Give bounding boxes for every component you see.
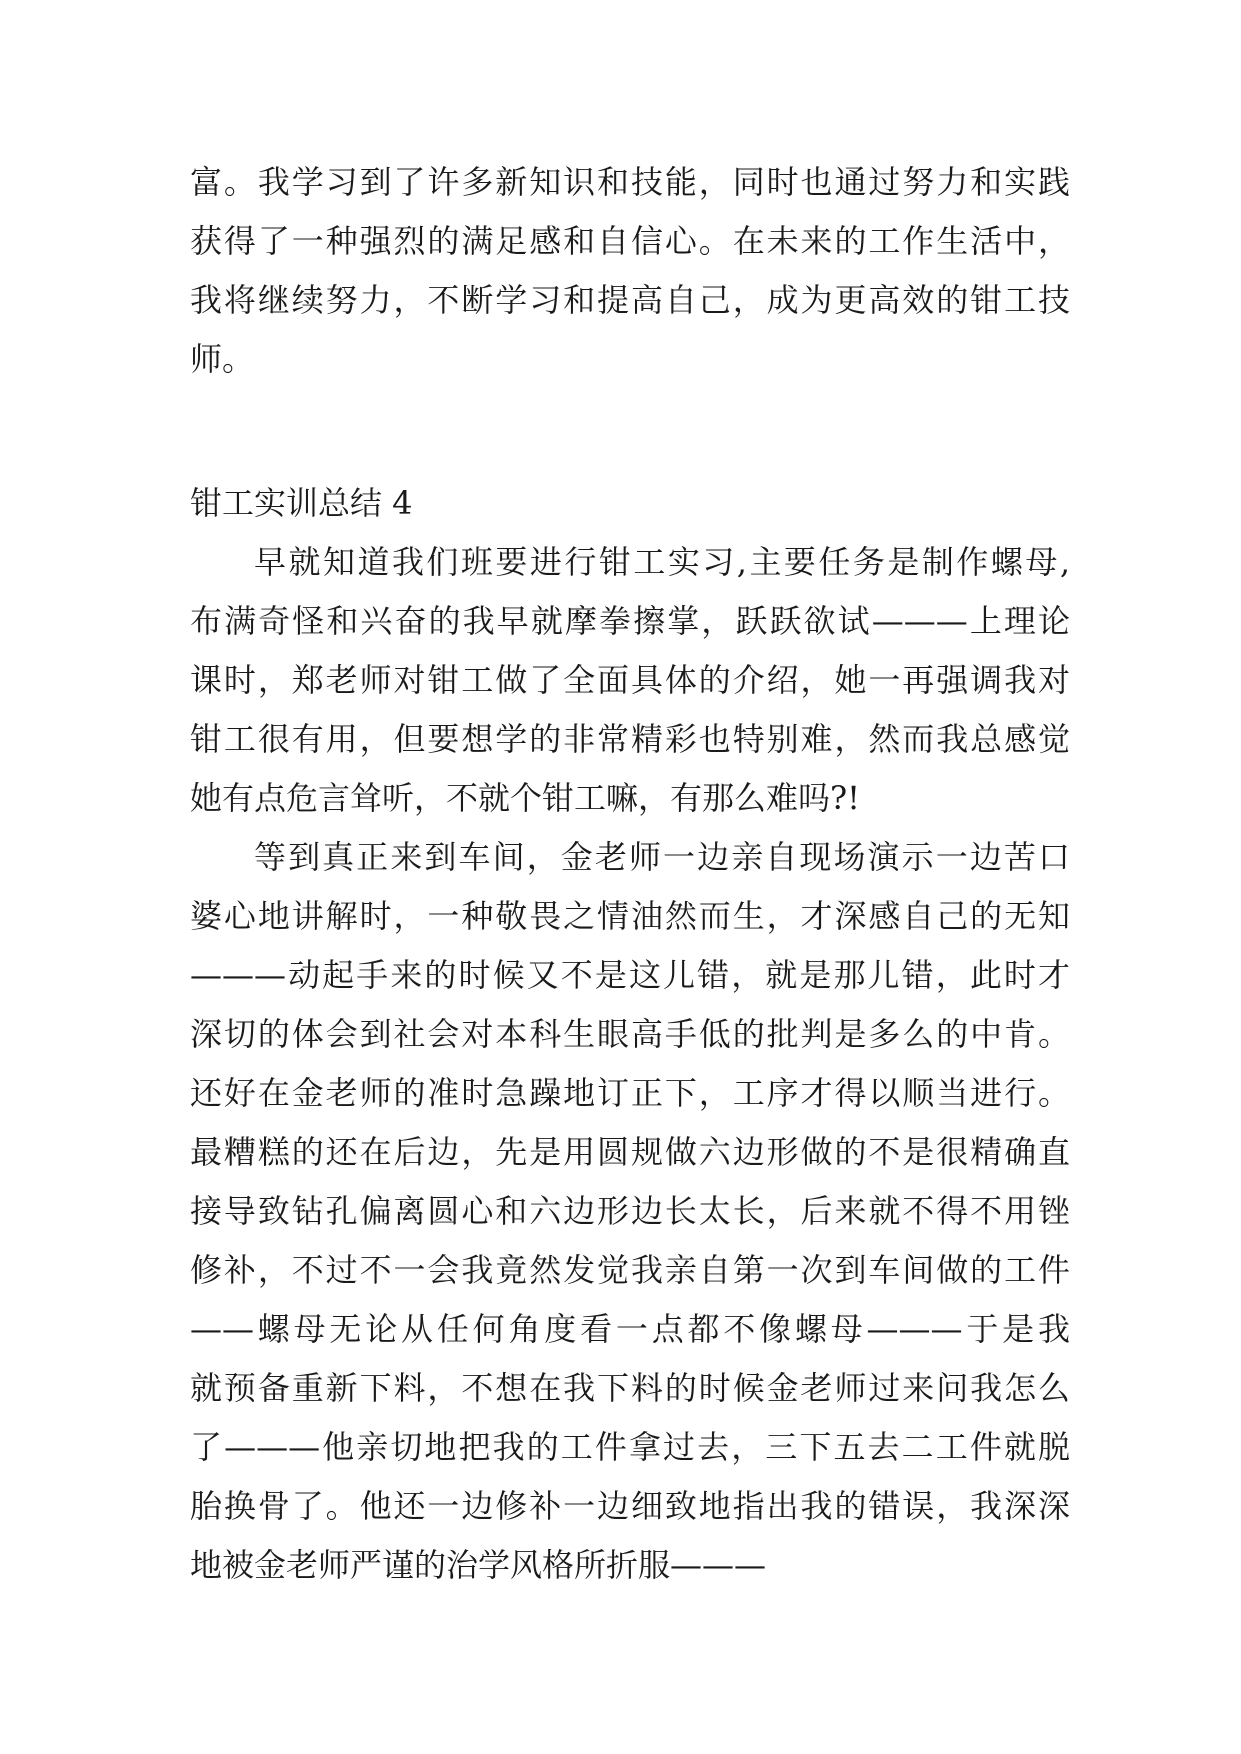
text-line: 布满奇怪和兴奋的我早就摩拳擦掌，跃跃欲试———上理论 [190,602,1070,640]
paragraph-2 [190,828,1070,1595]
text-line: 她有点危言耸听，不就个钳工嘛，有那么难吗?! [190,779,861,817]
paragraph-1 [190,533,1070,828]
section-gap [190,389,1070,474]
text-line: 早就知道我们班要进行钳工实习,主要任务是制作螺母, [254,543,1070,581]
text-line: 地被金老师严谨的治学风格所折服——— [190,1546,767,1584]
text-line: 婆心地讲解时，一种敬畏之情油然而生，才深感自己的无知 [190,897,1070,935]
text-line: 等到真正来到车间，金老师一边亲自现场演示一边苦口 [254,838,1070,876]
text-line: ———动起手来的时候又不是这儿错，就是那儿错，此时才 [190,956,1070,994]
text-line: 最糟糕的还在后边，先是用圆规做六边形做的不是很精确直 [190,1133,1070,1171]
text-line: 师。 [190,340,255,378]
text-line: 接导致钻孔偏离圆心和六边形边长太长，后来就不得不用锉 [190,1192,1070,1230]
text-line: 修补，不过不一会我竟然发觉我亲自第一次到车间做的工件 [190,1251,1070,1289]
text-line: 就预备重新下料，不想在我下料的时候金老师过来问我怎么 [190,1369,1070,1407]
section-title: 钳工实训总结 4 [190,484,413,522]
text-line: 课时，郑老师对钳工做了全面具体的介绍，她一再强调我对 [190,661,1070,699]
text-line: 富。我学习到了许多新知识和技能，同时也通过努力和实践 [190,163,1070,201]
text-line: 深切的体会到社会对本科生眼高手低的批判是多么的中肯。 [190,1015,1070,1053]
text-line: 我将继续努力，不断学习和提高自己，成为更高效的钳工技 [190,281,1070,319]
continued-paragraph [190,153,1070,389]
text-column [190,153,1070,1595]
text-line: ——螺母无论从任何角度看一点都不像螺母———于是我 [190,1310,1070,1348]
text-line: 胎换骨了。他还一边修补一边细致地指出我的错误，我深深 [190,1487,1070,1525]
text-line: 钳工很有用，但要想学的非常精彩也特别难，然而我总感觉 [190,720,1070,758]
text-line: 获得了一种强烈的满足感和自信心。在未来的工作生活中， [190,222,1070,260]
text-line: 还好在金老师的准时急躁地订正下，工序才得以顺当进行。 [190,1074,1070,1112]
text-line: 了———他亲切地把我的工件拿过去，三下五去二工件就脱 [190,1428,1070,1466]
